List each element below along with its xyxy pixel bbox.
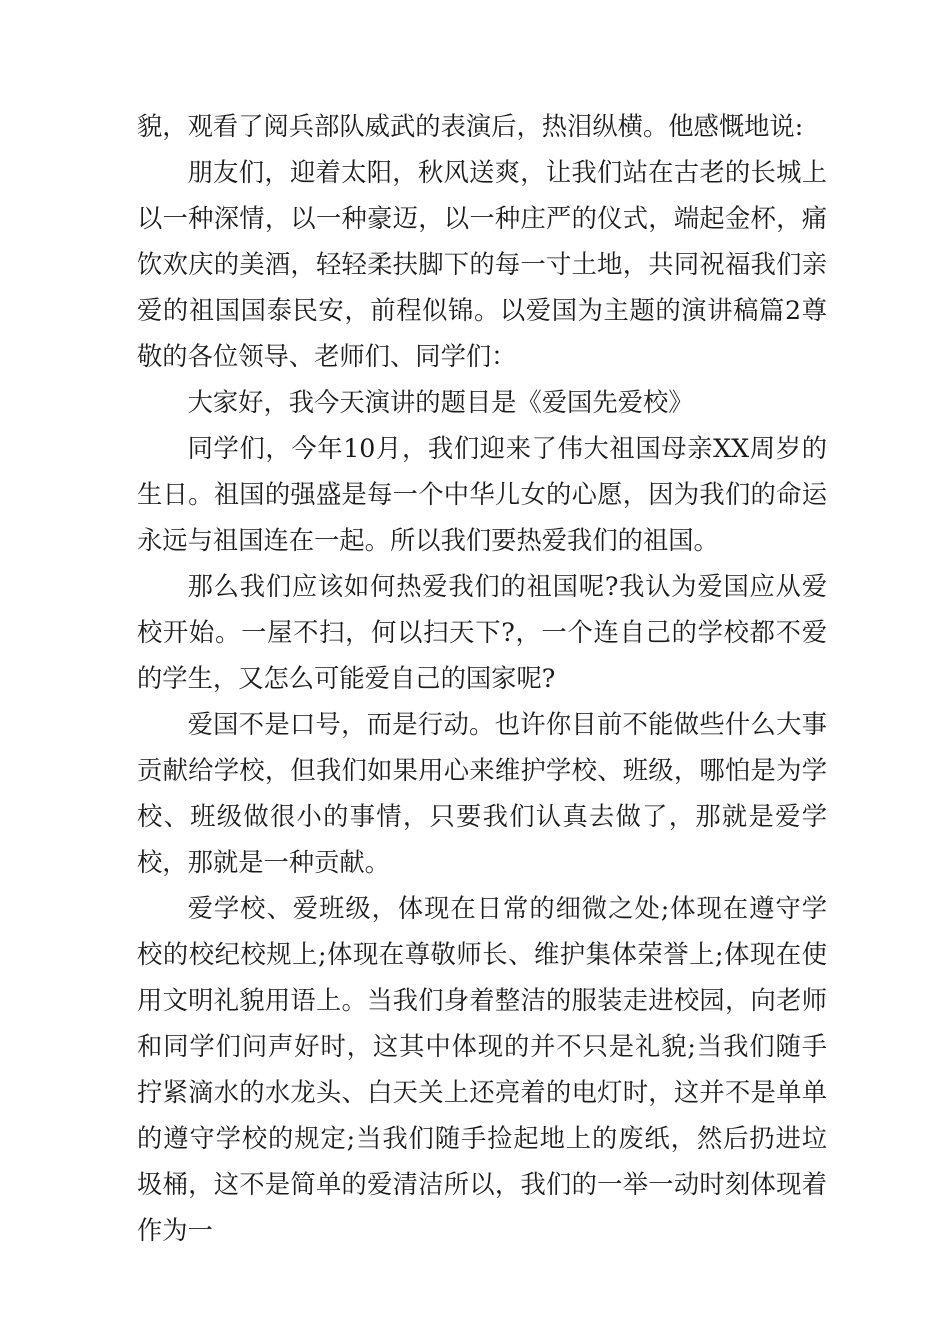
paragraph: 朋友们，迎着太阳，秋风送爽，让我们站在古老的长城上以一种深情，以一种豪迈，以一种庄严的仪式，端起金杯，痛饮欢庆的美酒，轻轻柔扶脚下的每一寸土地，共同祝福我们亲爱的祖国国泰民安，前程似锦。以爱国为主题的演讲稿篇2尊敬的各位领导、老师们、同学们：	[137, 158, 827, 371]
paragraph: 爱学校、爱班级，体现在日常的细微之处;体现在遵守学校的校纪校规上;体现在尊敬师长、维护集体荣誉上;体现在使用文明礼貌用语上。当我们身着整洁的服装走进校园，向老师和同学们问声好时，这其中体现的并不只是礼貌;当我们随手拧紧滴水的水龙头、白天关上还亮着的电灯时，这并不是单单的遵守学校的规定;当我们随手捡起地上的废纸，然后扔进垃圾桶，这不是简单的爱清洁所以，我们的一举一动时刻体现着作为一	[137, 894, 827, 1245]
document-body	[137, 104, 827, 1254]
paragraph: 爱国不是口号，而是行动。也许你目前不能做些什么大事贡献给学校，但我们如果用心来维护学校、班级，哪怕是为学校、班级做很小的事情，只要我们认真去做了，那就是爱学校，那就是一种贡献。	[137, 710, 827, 877]
paragraph: 大家好，我今天演讲的题目是《爱国先爱校》	[187, 388, 694, 417]
paragraph: 同学们，今年10月，我们迎来了伟大祖国母亲XX周岁的生日。祖国的强盛是每一个中华儿女的心愿，因为我们的命运永远与祖国连在一起。所以我们要热爱我们的祖国。	[137, 434, 827, 555]
paragraph: 那么我们应该如何热爱我们的祖国呢?我认为爱国应从爱校开始。一屋不扫，何以扫天下?，一个连自己的学校都不爱的学生，又怎么可能爱自己的国家呢?	[137, 572, 827, 693]
paragraph-continuation: 貌，观看了阅兵部队威武的表演后，热泪纵横。他感慨地说:	[137, 112, 804, 141]
